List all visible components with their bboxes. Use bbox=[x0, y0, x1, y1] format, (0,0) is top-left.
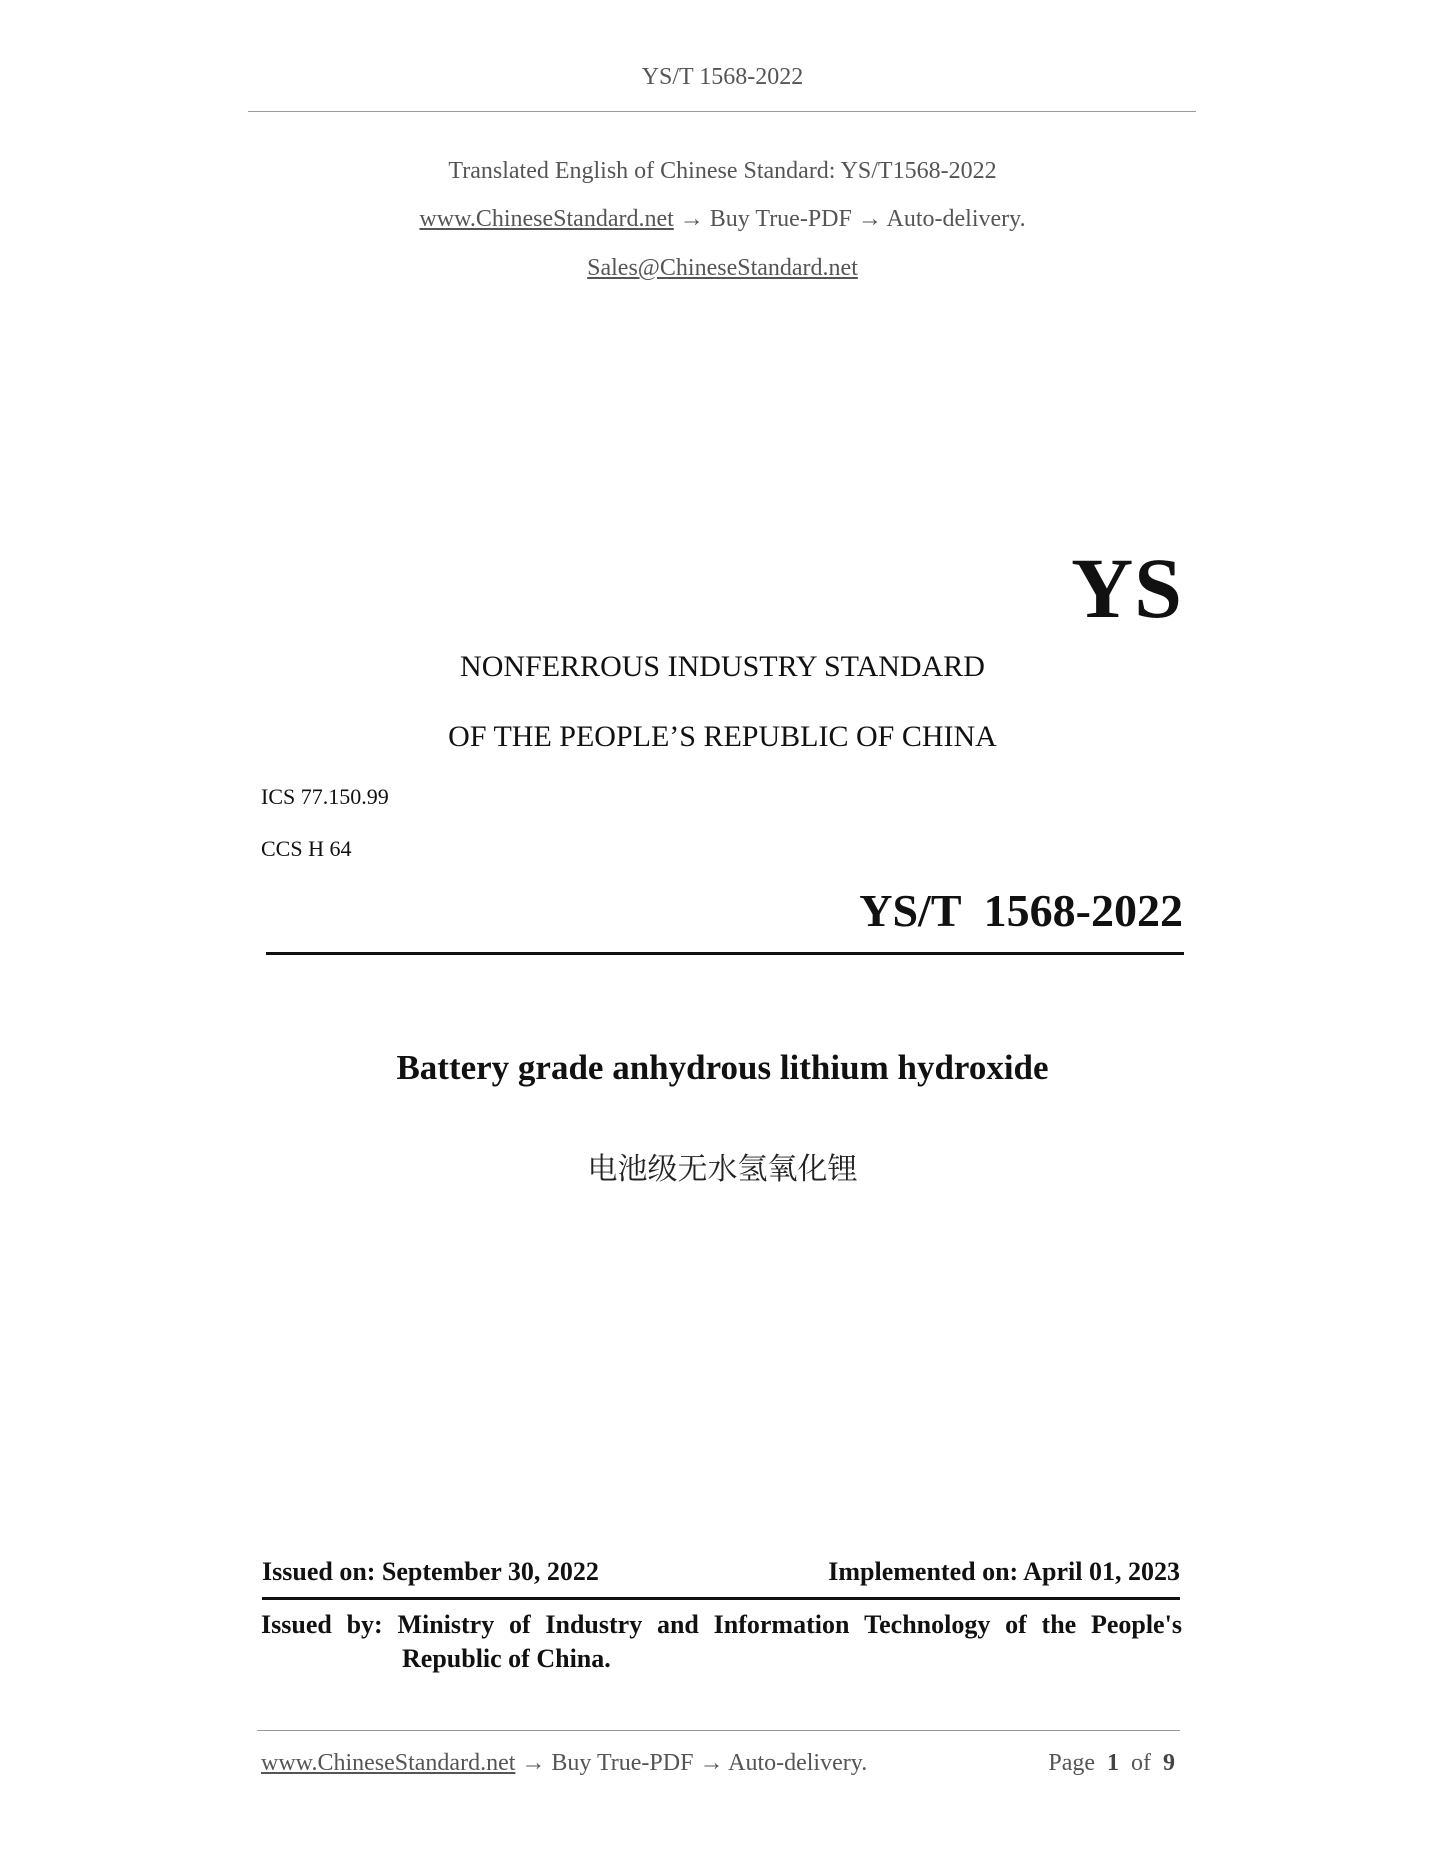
issued-by-line2: Republic of China. bbox=[402, 1644, 611, 1673]
issued-by-line1 bbox=[261, 1608, 1182, 1642]
standard-number-rule bbox=[266, 952, 1184, 955]
standard-type-line1: NONFERROUS INDUSTRY STANDARD bbox=[460, 650, 985, 683]
issued-by-block bbox=[261, 1608, 1182, 1676]
header-divider bbox=[248, 111, 1196, 112]
footer-divider bbox=[257, 1730, 1180, 1731]
issuer-word: Issued bbox=[261, 1610, 332, 1639]
page-mid: of bbox=[1119, 1750, 1163, 1776]
issuer-word: by: bbox=[346, 1610, 383, 1639]
issuer-word: Technology bbox=[864, 1610, 991, 1639]
issuer-word: the bbox=[1041, 1610, 1077, 1639]
standard-type-line2: OF THE PEOPLE’S REPUBLIC OF CHINA bbox=[448, 720, 997, 753]
sales-line bbox=[0, 255, 1445, 282]
issuer-word: of bbox=[1005, 1610, 1027, 1639]
title-english: Battery grade anhydrous lithium hydroxide bbox=[396, 1048, 1049, 1087]
ics-code: ICS 77.150.99 bbox=[261, 784, 389, 809]
page-total: 9 bbox=[1163, 1750, 1175, 1776]
header-standard-code: YS/T 1568-2022 bbox=[641, 64, 804, 90]
issuer-word: Industry bbox=[545, 1610, 643, 1639]
page-current: 1 bbox=[1107, 1750, 1119, 1776]
issuer-word: Ministry bbox=[397, 1610, 495, 1639]
issuer-word: People's bbox=[1090, 1610, 1182, 1639]
issuer-word: of bbox=[508, 1610, 531, 1639]
footer-site-link[interactable]: www.ChineseStandard.net bbox=[261, 1750, 516, 1776]
issued-on-date: Issued on: September 30, 2022 bbox=[262, 1557, 599, 1586]
ys-logo: YS bbox=[1071, 540, 1183, 636]
promo-text: → Buy True-PDF → Auto-delivery. bbox=[673, 206, 1026, 232]
sales-email-link[interactable]: Sales@ChineseStandard.net bbox=[587, 255, 858, 281]
site-link[interactable]: www.ChineseStandard.net bbox=[419, 206, 674, 232]
promo-line bbox=[0, 206, 1445, 233]
issuer-word: Information bbox=[713, 1610, 850, 1639]
dates-rule bbox=[262, 1597, 1180, 1600]
title-chinese: 电池级无水氢氧化锂 bbox=[587, 1152, 858, 1187]
ccs-code: CCS H 64 bbox=[261, 836, 352, 861]
issuer-word: and bbox=[656, 1610, 699, 1639]
page-prefix: Page bbox=[1048, 1750, 1107, 1776]
implemented-on-date: Implemented on: April 01, 2023 bbox=[828, 1557, 1180, 1586]
standard-number: YS/T 1568-2022 bbox=[859, 885, 1183, 936]
footer-promo-line bbox=[261, 1750, 867, 1777]
translated-notice: Translated English of Chinese Standard: YS/T1568-2022 bbox=[448, 158, 997, 184]
footer-promo-text: → Buy True-PDF → Auto-delivery. bbox=[515, 1750, 868, 1776]
page-indicator bbox=[1048, 1750, 1175, 1777]
